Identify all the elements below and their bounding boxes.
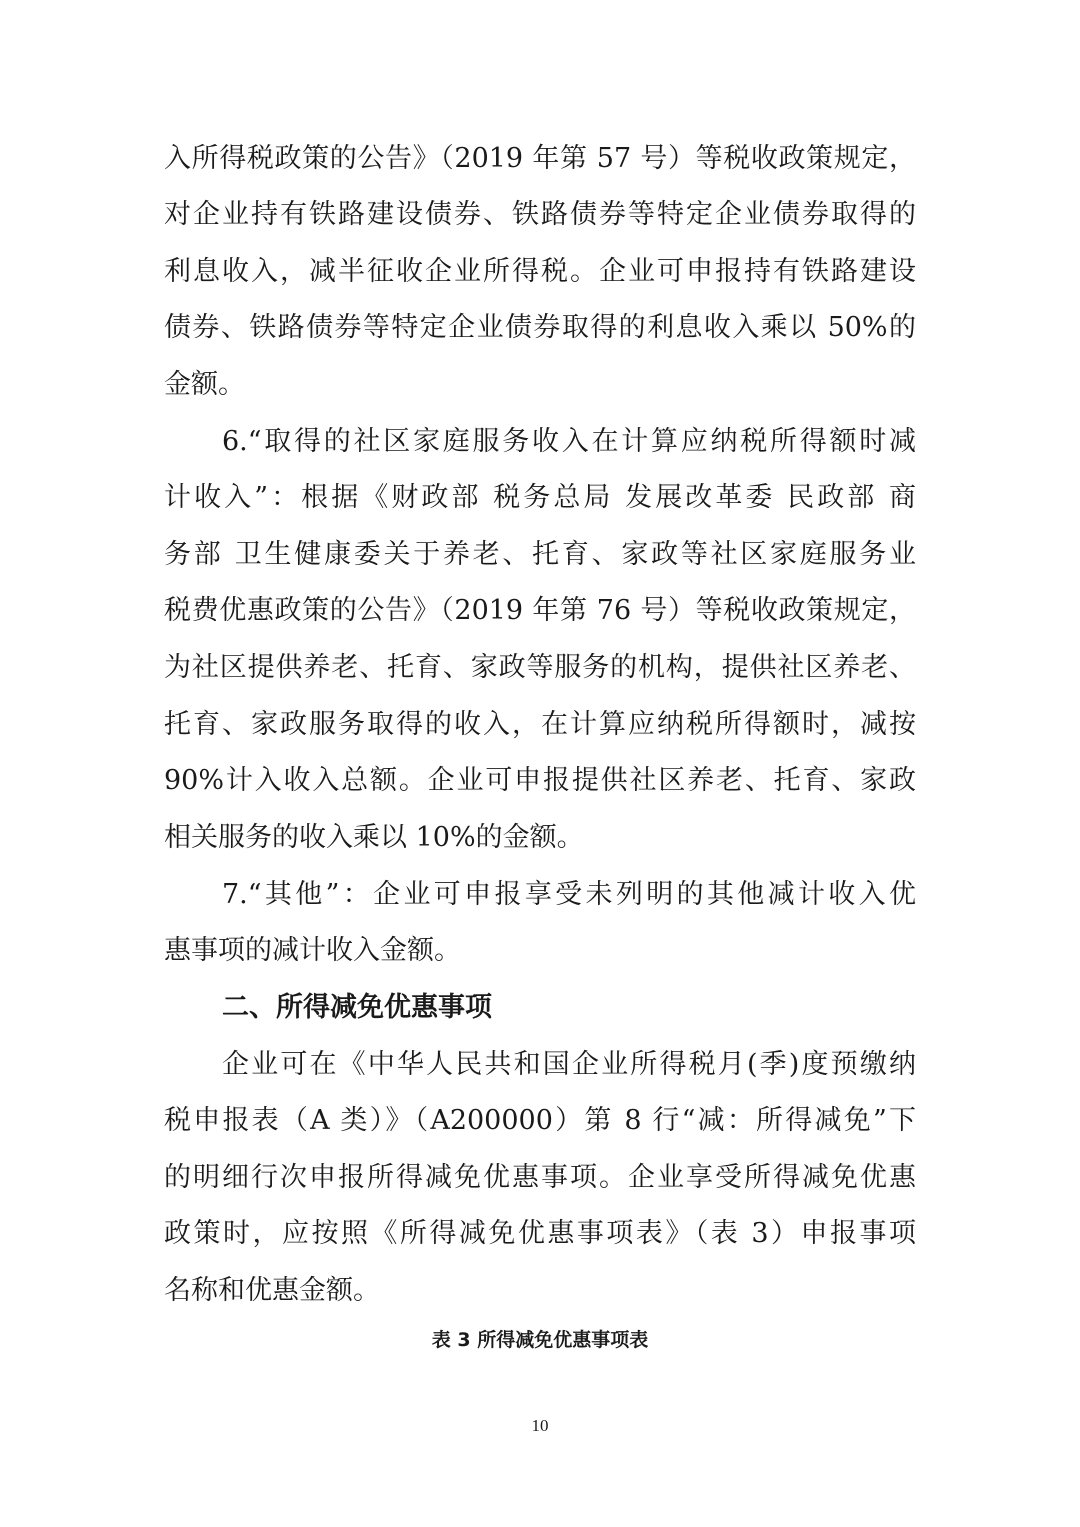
paragraph-line: 名称和优惠金额。 [164,1275,380,1306]
paragraph-line: 金额。 [164,369,245,400]
paragraph-line: 债券、铁路债券等特定企业债券取得的利息收入乘以 50%的 [164,312,916,343]
paragraph-line: 的明细行次申报所得减免优惠事项。企业享受所得减免优惠 [164,1162,916,1193]
page-number: 10 [531,1416,549,1435]
paragraph-line: 入所得税政策的公告》（2019 年第 57 号）等税收政策规定， [164,143,916,174]
paragraph-line: 7.“其他”：企业可申报享受未列明的其他减计收入优 [222,879,916,910]
paragraph-line: 对企业持有铁路建设债券、铁路债券等特定企业债券取得的 [164,199,916,230]
paragraph-line: 利息收入，减半征收企业所得税。企业可申报持有铁路建设 [164,256,916,287]
table-caption: 表 3 所得减免优惠事项表 [431,1329,649,1351]
paragraph-line: 相关服务的收入乘以 10%的金额。 [164,822,584,853]
paragraph-line: 务部 卫生健康委关于养老、托育、家政等社区家庭服务业 [164,539,916,570]
section-heading: 二、所得减免优惠事项 [222,992,492,1023]
paragraph-line: 托育、家政服务取得的收入，在计算应纳税所得额时，减按 [164,709,916,740]
paragraph-line: 为社区提供养老、托育、家政等服务的机构，提供社区养老、 [164,652,916,683]
paragraph-line: 6.“取得的社区家庭服务收入在计算应纳税所得额时减 [222,426,916,457]
paragraph-line: 税申报表（A 类）》（A200000）第 8 行“减：所得减免”下 [164,1105,916,1136]
paragraph-line: 政策时，应按照《所得减免优惠事项表》（表 3）申报事项 [164,1218,916,1249]
paragraph-line: 计收入”：根据《财政部 税务总局 发展改革委 民政部 商 [164,482,916,513]
paragraph-line: 企业可在《中华人民共和国企业所得税月(季)度预缴纳 [222,1049,916,1080]
paragraph-line: 税费优惠政策的公告》（2019 年第 76 号）等税收政策规定， [164,595,916,626]
paragraph-line: 90%计入收入总额。企业可申报提供社区养老、托育、家政 [164,765,916,796]
paragraph-line: 惠事项的减计收入金额。 [164,935,461,966]
